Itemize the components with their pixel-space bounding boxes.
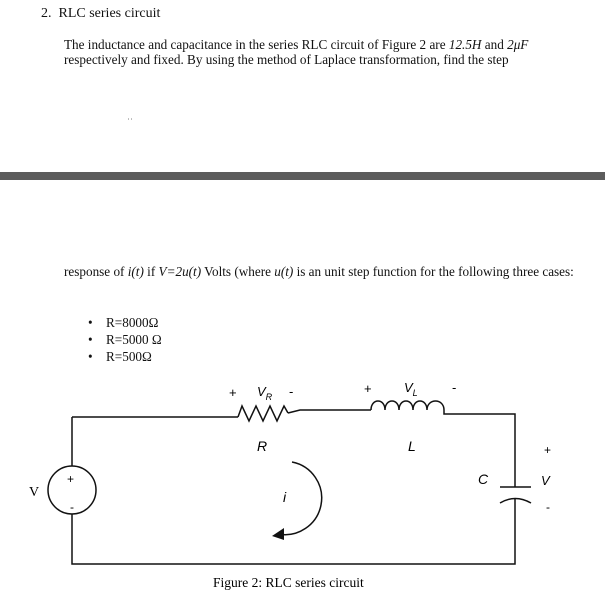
- current-label: i: [283, 489, 287, 505]
- inductor-coil: [371, 401, 444, 410]
- question-title: RLC series circuit: [58, 6, 161, 21]
- capacitance-value: 2μF: [507, 37, 529, 52]
- unit-step-function: u(t): [274, 264, 294, 279]
- source-minus-sign: -: [70, 500, 74, 514]
- source-voltage-label: V: [29, 485, 40, 500]
- vr-label: $V_R$: [257, 384, 273, 402]
- voltage-expression: V=2u(t): [158, 264, 202, 279]
- vc-plus-sign: +: [544, 443, 552, 457]
- inductor-label: L: [408, 438, 416, 454]
- current-function: i(t): [127, 264, 144, 279]
- problem-paragraph-1: The inductance and capacitance in the series RLC circuit of Figure 2 are 12.5H and 2μF respectively and fixed. By using the method of Laplace transformation, find the step: [64, 37, 529, 67]
- vr-plus-sign: +: [229, 385, 237, 400]
- source-plus-sign: +: [67, 472, 75, 486]
- list-item: • R=5000 Ω: [88, 331, 162, 348]
- resistor-label: R: [257, 438, 268, 454]
- resistor-zigzag: [238, 406, 288, 421]
- wire-top-middle: [288, 410, 371, 413]
- current-arrow-head: [272, 528, 284, 540]
- wire-right-lower: [72, 499, 515, 564]
- capacitor-label: C: [478, 471, 489, 487]
- inductance-value: 12.5H: [448, 37, 482, 52]
- vr-minus-sign: -: [289, 384, 294, 399]
- question-number: 2.: [41, 6, 52, 21]
- list-item: • R=500Ω: [88, 348, 162, 365]
- vl-plus-sign: +: [364, 381, 372, 396]
- vc-label: V: [541, 473, 550, 488]
- list-item: • R=8000Ω: [88, 314, 162, 331]
- stray-mark: ˙˙: [127, 117, 133, 127]
- vl-label: $V_L$: [404, 380, 418, 398]
- vc-minus-sign: -: [546, 500, 550, 514]
- figure-caption: Figure 2: RLC series circuit: [213, 575, 364, 590]
- vl-minus-sign: -: [452, 380, 457, 395]
- problem-paragraph-2: response of i(t) if V=2u(t) Volts (where u(t) is an unit step function for the following three cases:: [64, 264, 574, 279]
